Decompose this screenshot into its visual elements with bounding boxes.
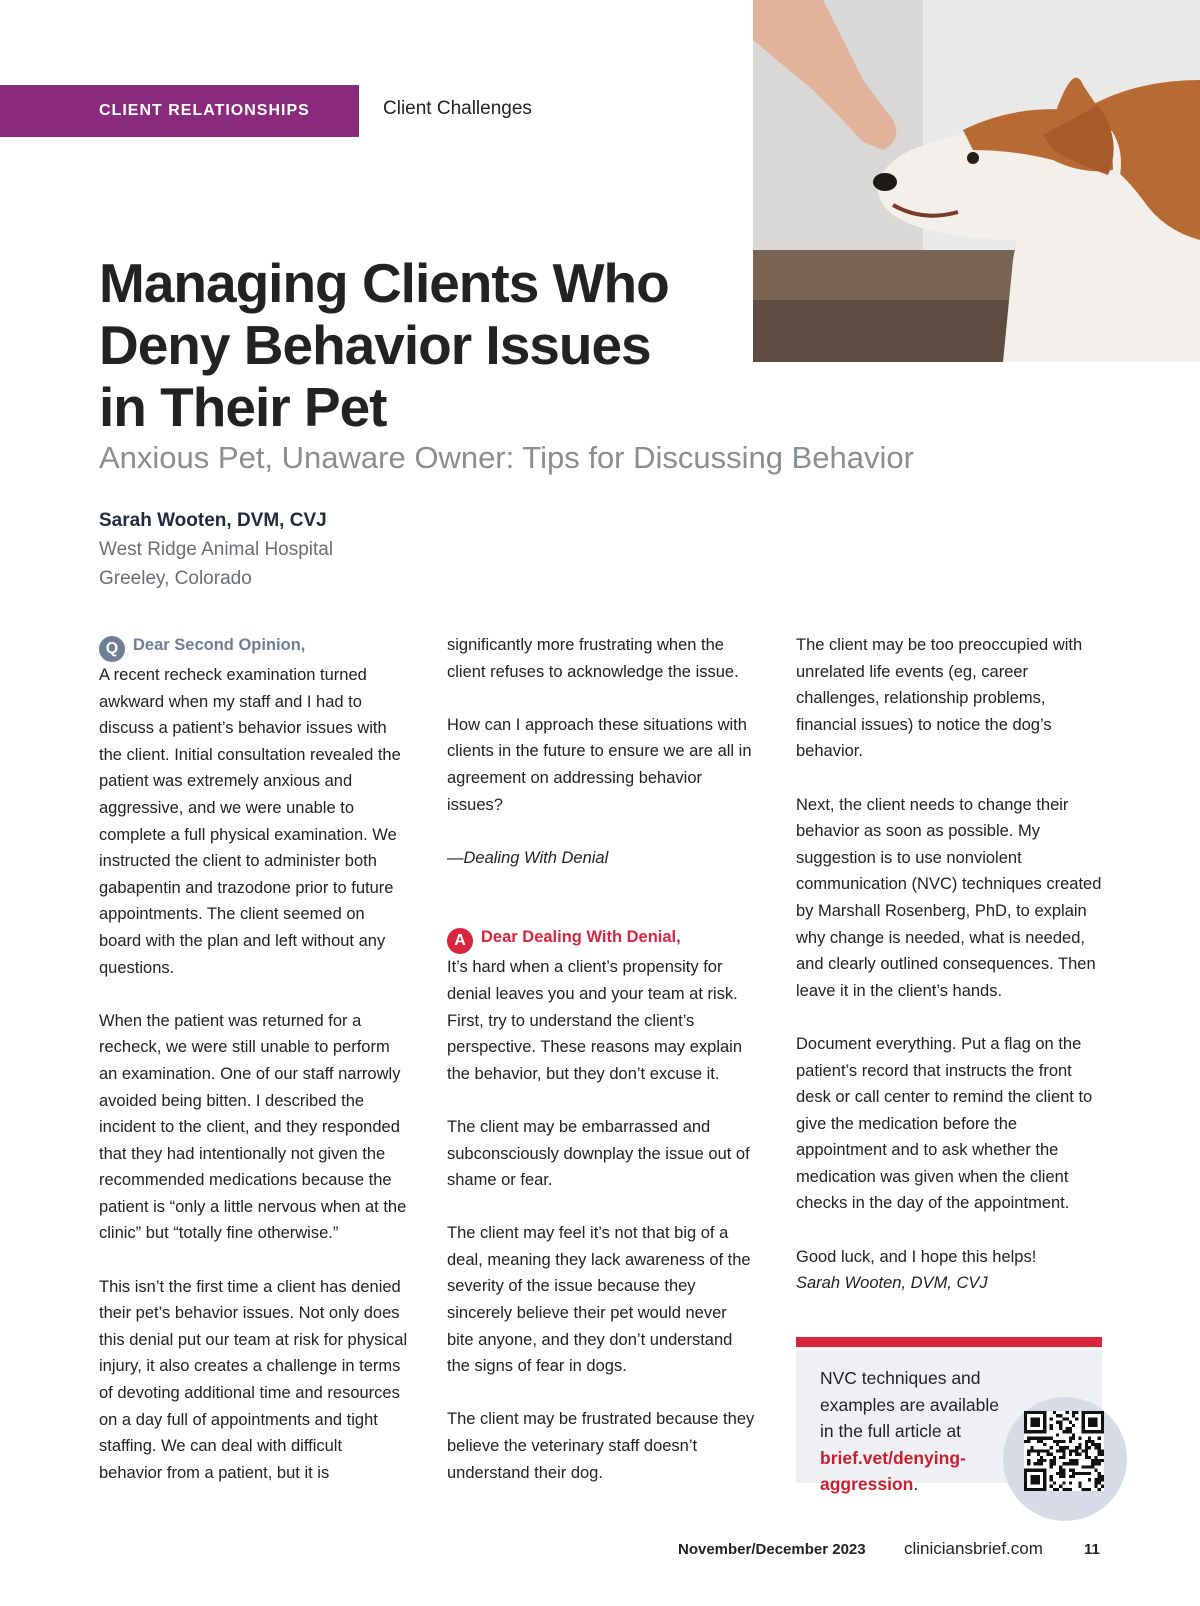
question-badge: Q [99, 636, 125, 662]
issue-date: November/December 2023 [678, 1541, 866, 1558]
callout-body: NVC techniques and examples are available in the full article at [820, 1368, 999, 1441]
author-name: Sarah Wooten, DVM, CVJ [99, 510, 327, 531]
answer-closing: Good luck, and I hope this helps! [796, 1247, 1037, 1266]
answer-paragraph: It’s hard when a client’s propensity for denial leaves you and your team at risk. First, try to understand the client’s perspective. These reasons may explain the behavior, but they don’t excuse it. [447, 958, 743, 1083]
column-1 [99, 632, 409, 1513]
answer-paragraph: The client may be too preoccupied with unrelated life events (eg, career challenges, relationship problems, financial issues) to notice the dog’s behavior. [796, 636, 1083, 761]
answer-salutation: Dear Dealing With Denial, [481, 928, 681, 947]
author-location: Greeley, Colorado [99, 568, 252, 589]
question-paragraph: How can I approach these situations with clients in the future to ensure we are all in agreement on addressing behavior issues? [447, 715, 752, 814]
answer-paragraph: The client may feel it’s not that big of a deal, meaning they lack awareness of the severity of the issue because they sincerely believe their pet would never bite anyone, and they don’t understand the signs of fear in dogs. [447, 1224, 751, 1376]
article-link[interactable]: brief.vet/denying-aggression [820, 1447, 966, 1494]
answer-paragraph: The client may be frustrated because they believe the veterinary staff doesn’t understand their dog. [447, 1410, 755, 1482]
page-number: 11 [1084, 1541, 1100, 1558]
answer-paragraph: Next, the client needs to change their behavior as soon as possible. My suggestion is to use nonviolent communication (NVC) techniques created by Marshall Rosenberg, PhD, to explain why change is needed, what is needed, and clearly outlined consequences. Then leave it in the client’s hands. [796, 795, 1102, 1000]
subsection-label: Client Challenges [383, 98, 532, 119]
website: cliniciansbrief.com [904, 1539, 1043, 1558]
column-2 [447, 632, 757, 1513]
column-3 [796, 632, 1106, 1323]
callout-end: . [913, 1474, 919, 1494]
dog-photo [753, 0, 1200, 362]
answer-paragraph: The client may be embarrassed and subconsciously downplay the issue out of shame or fear. [447, 1117, 750, 1190]
question-heading [99, 632, 409, 662]
qr-code-icon[interactable] [1024, 1411, 1104, 1491]
answer-badge: A [447, 928, 473, 954]
author-affiliation: West Ridge Animal Hospital [99, 539, 334, 560]
article-subtitle: Anxious Pet, Unaware Owner: Tips for Discussing Behavior [99, 440, 914, 475]
article-title: Managing Clients Who Deny Behavior Issues in Their Pet [99, 252, 669, 438]
question-paragraph: A recent recheck examination turned awkward when my staff and I had to discuss a patient’s behavior issues with the client. Initial consultation revealed the patient was extremely anxious and aggressive, and we were unable to complete a full physical examination. We instructed the client to administer both gabapentin and trazodone prior to future appointments. The client seemed on board with the plan and left without any questions. [99, 666, 401, 977]
callout-text [820, 1365, 1010, 1498]
question-paragraph: When the patient was returned for a recheck, we were still unable to perform an examination. One of our staff narrowly avoided being bitten. I described the incident to the client, and they responded that they had intentionally not given the recommended medications because the patient is “only a little nervous when at the clinic” but “totally fine otherwise.” [99, 1011, 407, 1243]
question-paragraph: This isn’t the first time a client has denied their pet’s behavior issues. Not only does this denial put our team at risk for physical injury, it also creates a challenge in terms of devoting additional time and resources on a day full of appointments and tight staffing. We can deal with difficult behavior from a patient, but it is [99, 1277, 408, 1482]
question-salutation: Dear Second Opinion, [133, 636, 306, 654]
answer-signature: Sarah Wooten, DVM, CVJ [796, 1274, 988, 1293]
answer-paragraph: Document everything. Put a flag on the patient’s record that instructs the front desk or call center to remind the client to give the medication before the appointment and to ask whether the medication was given when the client checks in the day of the appointment. [796, 1034, 1093, 1213]
question-signoff: —Dealing With Denial [447, 848, 609, 867]
question-paragraph: significantly more frustrating when the client refuses to acknowledge the issue. [447, 636, 739, 681]
answer-heading [447, 924, 757, 954]
section-label: CLIENT RELATIONSHIPS [0, 85, 359, 137]
